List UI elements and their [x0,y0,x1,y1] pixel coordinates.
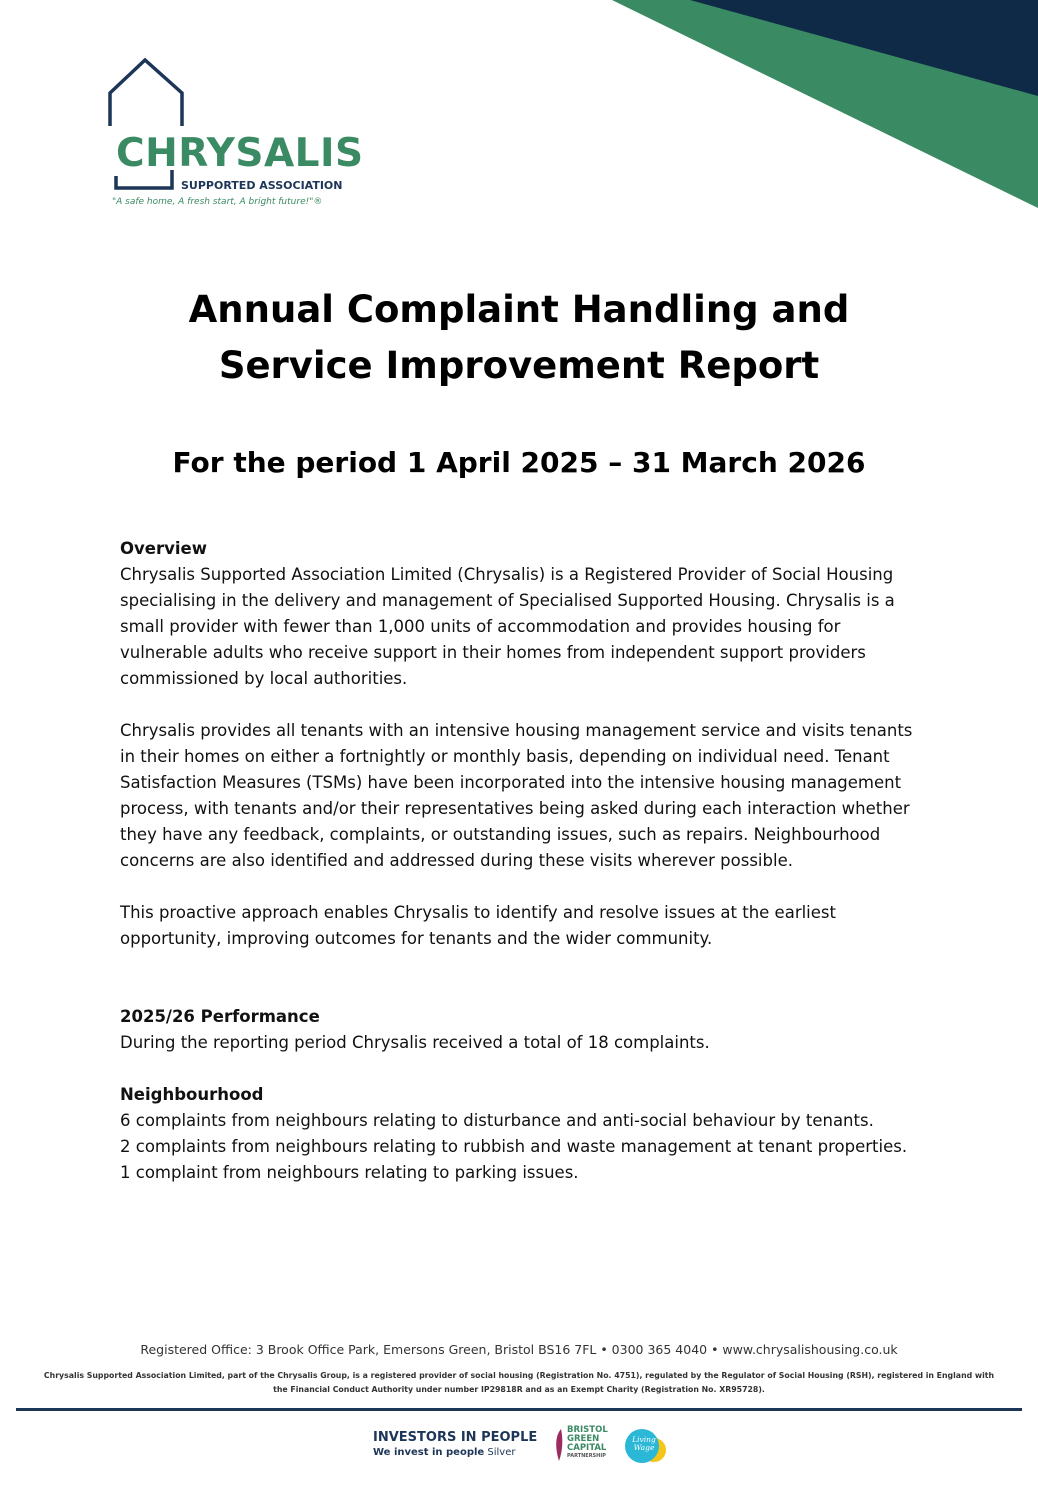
lw-line-1: Living [632,1435,656,1444]
logo-wordmark: CHRYSALIS [116,131,364,176]
bgc-line-4: PARTNERSHIP [567,1453,606,1459]
bgc-line-2: GREEN [567,1434,600,1444]
footer-legal: Chrysalis Supported Association Limited, part of the Chrysalis Group, is a registered provider of social housing (Registration No. 4751), regulated by the Regulator of Social Housing (RSH), registered in England with the Financial Conduct Authority under number IP29818R and as an Exempt Charity (Registration No. XR95728). [43,1371,995,1394]
overview-paragraph-2: Chrysalis provides all tenants with an intensive housing management service and visits tenants in their homes on either a fortnightly or monthly basis, depending on individual need. Tenant Satisfaction Measures (TSMs) have been incorporated into the intensive housing management process, with tenants and/or their representatives being asked during each interaction whether they have any feedback, complaints, or outstanding issues, such as repairs. Neighbourhood concerns are also identified and addressed during these visits wherever possible. [120,721,913,870]
overview-paragraph-1: Chrysalis Supported Association Limited (Chrysalis) is a Registered Provider of Social Housing specialising in the delivery and management of Specialised Supported Housing. Chrysalis is a small provider with fewer than 1,000 units of accommodation and provides housing for vulnerable adults who receive support in their homes from independent support providers commissioned by local authorities. [120,565,895,688]
iip-subtitle [373,1446,543,1460]
report-title [0,282,1038,394]
iip-sub-text: We invest in people [373,1447,485,1458]
report-title-line-2: Service Improvement Report [218,344,820,387]
report-title-line-1: Annual Complaint Handling and [188,288,850,331]
logo-subtitle: SUPPORTED ASSOCIATION [181,179,343,192]
performance-heading: 2025/26 Performance [120,1007,320,1026]
overview-heading: Overview [120,539,207,558]
bgc-text [567,1426,608,1460]
footer-address: Registered Office: 3 Brook Office Park, Emersons Green, Bristol BS16 7FL • 0300 365 4040 • www.chrysalishousing.co.uk [140,1342,898,1357]
footer-divider [16,1408,1022,1411]
bgc-line-1: BRISTOL [567,1425,608,1435]
iip-title: INVESTORS IN PEOPLE [373,1430,538,1445]
neighbourhood-line-2: 2 complaints from neighbours relating to rubbish and waste management at tenant properties. [120,1137,908,1156]
bgc-line-3: CAPITAL [567,1443,607,1453]
neighbourhood-line-1: 6 complaints from neighbours relating to disturbance and anti-social behaviour by tenants. [120,1111,874,1130]
neighbourhood-heading: Neighbourhood [120,1085,264,1104]
performance-text: During the reporting period Chrysalis received a total of 18 complaints. [120,1033,710,1052]
report-body [120,536,930,1186]
living-wage-badge [624,1426,670,1466]
iip-level: Silver [487,1447,516,1458]
overview-paragraph-3: This proactive approach enables Chrysalis to identify and resolve issues at the earliest opportunity, improving outcomes for tenants and the wider community. [120,903,836,948]
investors-in-people-badge [373,1430,543,1466]
report-period: For the period 1 April 2025 – 31 March 2026 [172,446,866,479]
neighbourhood-line-3: 1 complaint from neighbours relating to parking issues. [120,1163,579,1182]
chrysalis-logo [108,58,368,218]
logo-tagline: "A safe home, A fresh start, A bright future!"® [112,197,323,207]
lw-line-2: Wage [633,1443,655,1452]
bristol-green-capital-badge [555,1426,615,1466]
living-wage-text [628,1436,660,1452]
leaf-icon [555,1428,563,1462]
